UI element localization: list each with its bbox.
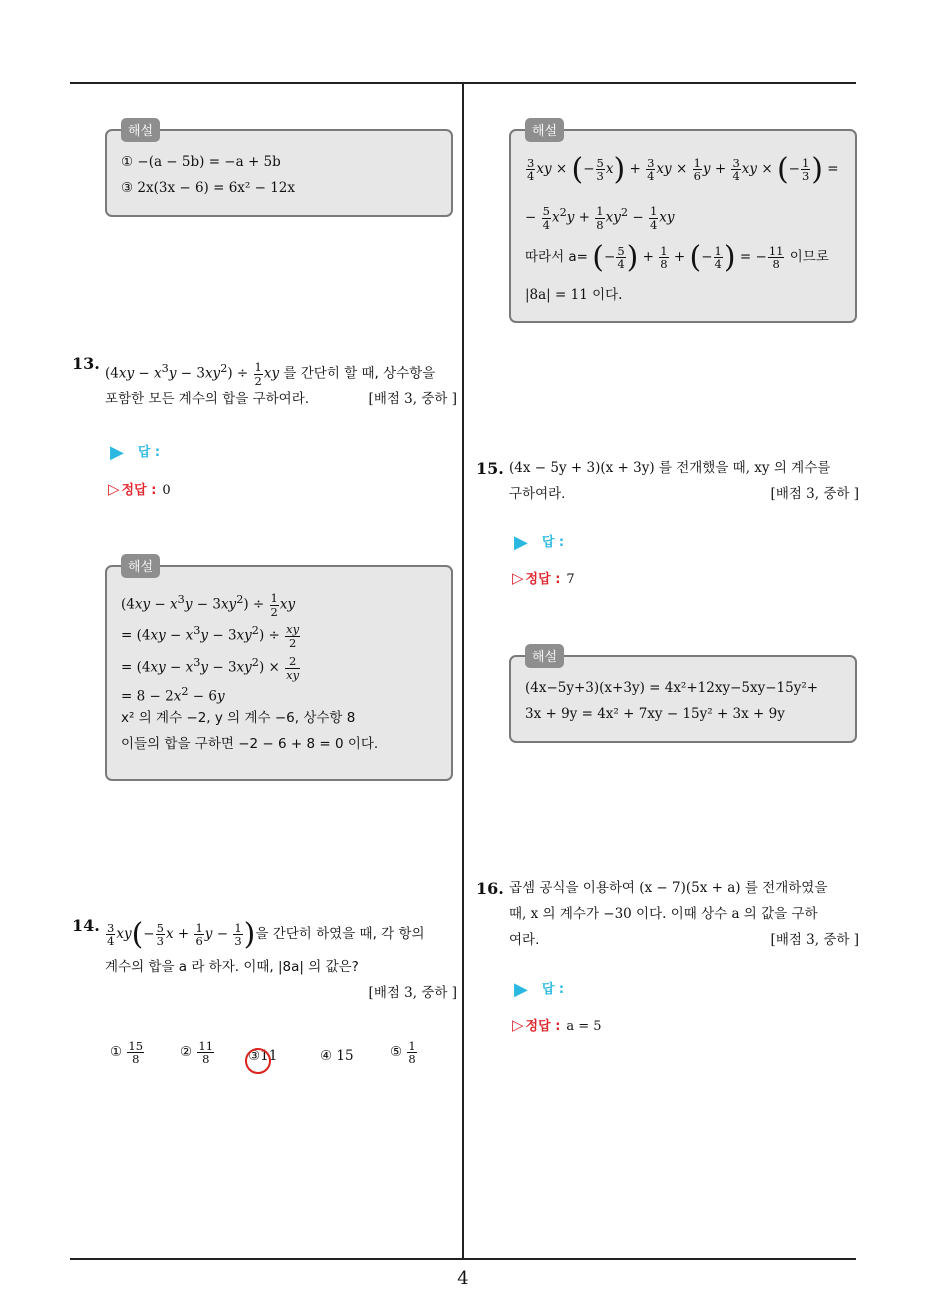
fraction: $\frac{15}{8}$ <box>128 1039 144 1067</box>
fraction: $\frac{1}{6}$ <box>195 920 203 948</box>
question-14-line1: $\frac{3}{4}$ xy(− $\frac{5}{3}$ x + $\frac{1}{6}$ y − $\frac{1}{3}$ )을 간단히 하였을 때, 각 항의 <box>107 917 425 952</box>
choice-marker: ⑤ <box>390 1044 403 1061</box>
correct-label: 정답 : <box>121 483 157 498</box>
score-label: [배점 3, 중하 ] <box>368 985 457 1001</box>
choice-value: 11 <box>260 1048 278 1064</box>
correct-answer-row-13 <box>108 479 171 498</box>
solution-line: = $(4xy - x^3y - 3xy^2)$ ÷ $\frac{xy}{2}$ <box>121 622 300 650</box>
fraction: $\frac{xy}{2}$ <box>286 622 300 650</box>
choice-marker: ③ <box>248 1048 261 1064</box>
fraction: $\frac{1}{3}$ <box>234 920 242 948</box>
fraction: $\frac{5}{4}$ <box>542 204 550 232</box>
choice-marker: ① <box>110 1044 123 1061</box>
solution-line: $(4xy - x^3y - 3xy^2)$ ÷ $\frac{1}{2}$ xy <box>121 591 296 619</box>
page-number: 4 <box>457 1268 469 1289</box>
fraction: $\frac{1}{8}$ <box>408 1039 416 1067</box>
fraction: $\frac{11}{8}$ <box>768 243 784 271</box>
choice-1[interactable] <box>110 1040 145 1065</box>
column-divider <box>462 82 464 1260</box>
answer-row-13 <box>110 441 160 463</box>
solution-line: 따라서 a= (− $\frac{5}{4}$ ) + $\frac{1}{8}$ + (− $\frac{1}{4}$ ) = − $\frac{11}{8}$ 이므로 <box>525 240 829 275</box>
solution-box-q13 <box>105 560 453 781</box>
solution-line: 3x + 9y = 4x² + 7xy − 15y² + 3x + 9y <box>525 706 785 722</box>
answer-row-16 <box>514 978 564 1000</box>
question-13-line1: $(4xy - x^3y - 3xy^2)$ ÷ $\frac{1}{2}$ xy 를 간단히 할 때, 상수항을 <box>105 360 436 388</box>
solution-tag: 해설 <box>525 644 564 668</box>
question-13-line2 <box>105 386 457 412</box>
fraction: $\frac{5}{3}$ <box>596 155 604 183</box>
question-16-line2: 때, x 의 계수가 −30 이다. 이때 상수 a 의 값을 구하 <box>509 906 818 922</box>
solution-line: − $\frac{5}{4}$ $x^2y$ + $\frac{1}{8}$ $xy^2$ − $\frac{1}{4}$ xy <box>525 204 675 232</box>
answer-row-15 <box>514 531 564 553</box>
question-number-13: 13. <box>72 354 100 373</box>
question-number-16: 16. <box>476 879 504 898</box>
solution-line: 이들의 합을 구하면 −2 − 6 + 8 = 0 이다. <box>121 736 379 752</box>
question-13-line1-tail: 를 간단히 할 때, 상수항을 <box>283 365 436 382</box>
choice-3[interactable] <box>248 1048 277 1064</box>
fraction: $\frac{3}{4}$ <box>107 920 115 948</box>
fraction: $\frac{5}{4}$ <box>617 243 625 271</box>
fraction: $\frac{1}{6}$ <box>693 155 701 183</box>
question-16-line3 <box>509 927 859 953</box>
choice-4[interactable] <box>320 1048 354 1064</box>
question-16-line3-text: 여라. <box>509 932 540 948</box>
fraction: $\frac{3}{4}$ <box>732 155 740 183</box>
correct-label: 정답 : <box>525 572 561 587</box>
choice-value: 15 <box>336 1048 354 1064</box>
fraction: $\frac{1}{8}$ <box>660 243 668 271</box>
question-14-line1-tail: 을 간단히 하였을 때, 각 항의 <box>255 926 425 942</box>
correct-answer-row-15 <box>512 568 575 587</box>
choice-5[interactable] <box>390 1040 418 1065</box>
correct-answer-value: 7 <box>566 572 575 587</box>
solution-box-q12 <box>105 124 453 217</box>
correct-answer-value: 0 <box>162 483 171 498</box>
solution-tag: 해설 <box>525 118 564 142</box>
question-15-text <box>509 455 859 507</box>
solution-line: ① −(a − 5b) = −a + 5b <box>121 154 281 170</box>
choice-marker: ④ <box>320 1048 333 1064</box>
fraction: $\frac{3}{4}$ <box>647 155 655 183</box>
solution-tag: 해설 <box>121 554 160 578</box>
question-14-line2: 계수의 합을 a 라 하자. 이때, |8a| 의 값은? <box>105 959 359 975</box>
choice-2[interactable] <box>180 1040 215 1065</box>
play-triangle-icon: ▶ <box>514 532 528 553</box>
question-16-line1: 곱셈 공식을 이용하여 (x − 7)(5x + a) 를 전개하였을 <box>509 880 828 896</box>
circled-answer-mark <box>245 1048 271 1074</box>
play-triangle-icon: ▶ <box>110 442 124 463</box>
question-13-line2-text: 포함한 모든 계수의 합을 구하여라. <box>105 391 310 407</box>
solution-box-q15 <box>509 650 857 743</box>
solution-line: = $(4xy - x^3y - 3xy^2)$ × $\frac{2}{xy}$ <box>121 654 300 682</box>
fraction: $\frac{11}{8}$ <box>198 1039 214 1067</box>
question-15-line2-text: 구하여라. <box>509 486 566 502</box>
fraction: $\frac{5}{3}$ <box>156 920 164 948</box>
fraction: $\frac{2}{xy}$ <box>286 654 300 682</box>
solution-text: 따라서 a= <box>525 249 588 265</box>
question-14-text <box>105 914 457 1006</box>
solution-line: (4x−5y+3)(x+3y) = 4x²+12xy−5xy−15y²+ <box>525 680 819 696</box>
answer-label: 답 : <box>137 445 161 460</box>
score-label: [배점 3, 중하 ] <box>770 486 859 502</box>
answer-choices-14 <box>110 1040 450 1080</box>
fraction: $\frac{1}{8}$ <box>596 204 604 232</box>
correct-answer-row-16 <box>512 1015 602 1034</box>
solution-line: x² 의 계수 −2, y 의 계수 −6, 상수항 8 <box>121 710 356 726</box>
fraction: $\frac{3}{4}$ <box>527 155 535 183</box>
play-triangle-icon: ▶ <box>514 979 528 1000</box>
outline-triangle-icon: ▷ <box>512 1016 524 1034</box>
fraction: $\frac{1}{3}$ <box>801 155 810 183</box>
question-15-line2 <box>509 481 859 507</box>
solution-line: $\frac{3}{4}$ xy × (− $\frac{5}{3}$ x) + $\frac{3}{4}$ xy × $\frac{1}{6}$ y + $\frac{3}{4}$ xy × (− $\frac{1}{3}$ ) = <box>527 152 839 187</box>
correct-label: 정답 : <box>525 1019 561 1034</box>
footer-rule <box>70 1258 856 1260</box>
outline-triangle-icon: ▷ <box>108 480 120 498</box>
correct-answer-value: a = 5 <box>566 1019 602 1034</box>
score-label: [배점 3, 중하 ] <box>770 932 859 948</box>
question-number-15: 15. <box>476 459 504 478</box>
outline-triangle-icon: ▷ <box>512 569 524 587</box>
solution-line: |8a| = 11 이다. <box>525 287 623 303</box>
solution-line: = $8 - 2x^2 - 6y$ <box>121 685 225 705</box>
solution-tag: 해설 <box>121 118 160 142</box>
answer-label: 답 : <box>541 535 565 550</box>
solution-text: 이므로 <box>789 249 829 265</box>
answer-label: 답 : <box>541 982 565 997</box>
score-label: [배점 3, 중하 ] <box>368 391 457 407</box>
solution-line: ③ 2x(3x − 6) = 6x² − 12x <box>121 180 296 196</box>
solution-box-q14 <box>509 124 857 323</box>
question-number-14: 14. <box>72 916 100 935</box>
question-13-text <box>105 352 457 412</box>
fraction: $\frac{1}{2}$ <box>254 360 262 388</box>
question-15-line1: (4x − 5y + 3)(x + 3y) 를 전개했을 때, xy 의 계수를 <box>509 460 831 476</box>
fraction: $\frac{1}{4}$ <box>714 243 722 271</box>
question-16-text <box>509 875 859 953</box>
choice-marker: ② <box>180 1044 193 1061</box>
fraction: $\frac{1}{2}$ <box>270 591 278 619</box>
fraction: $\frac{1}{4}$ <box>649 204 658 232</box>
